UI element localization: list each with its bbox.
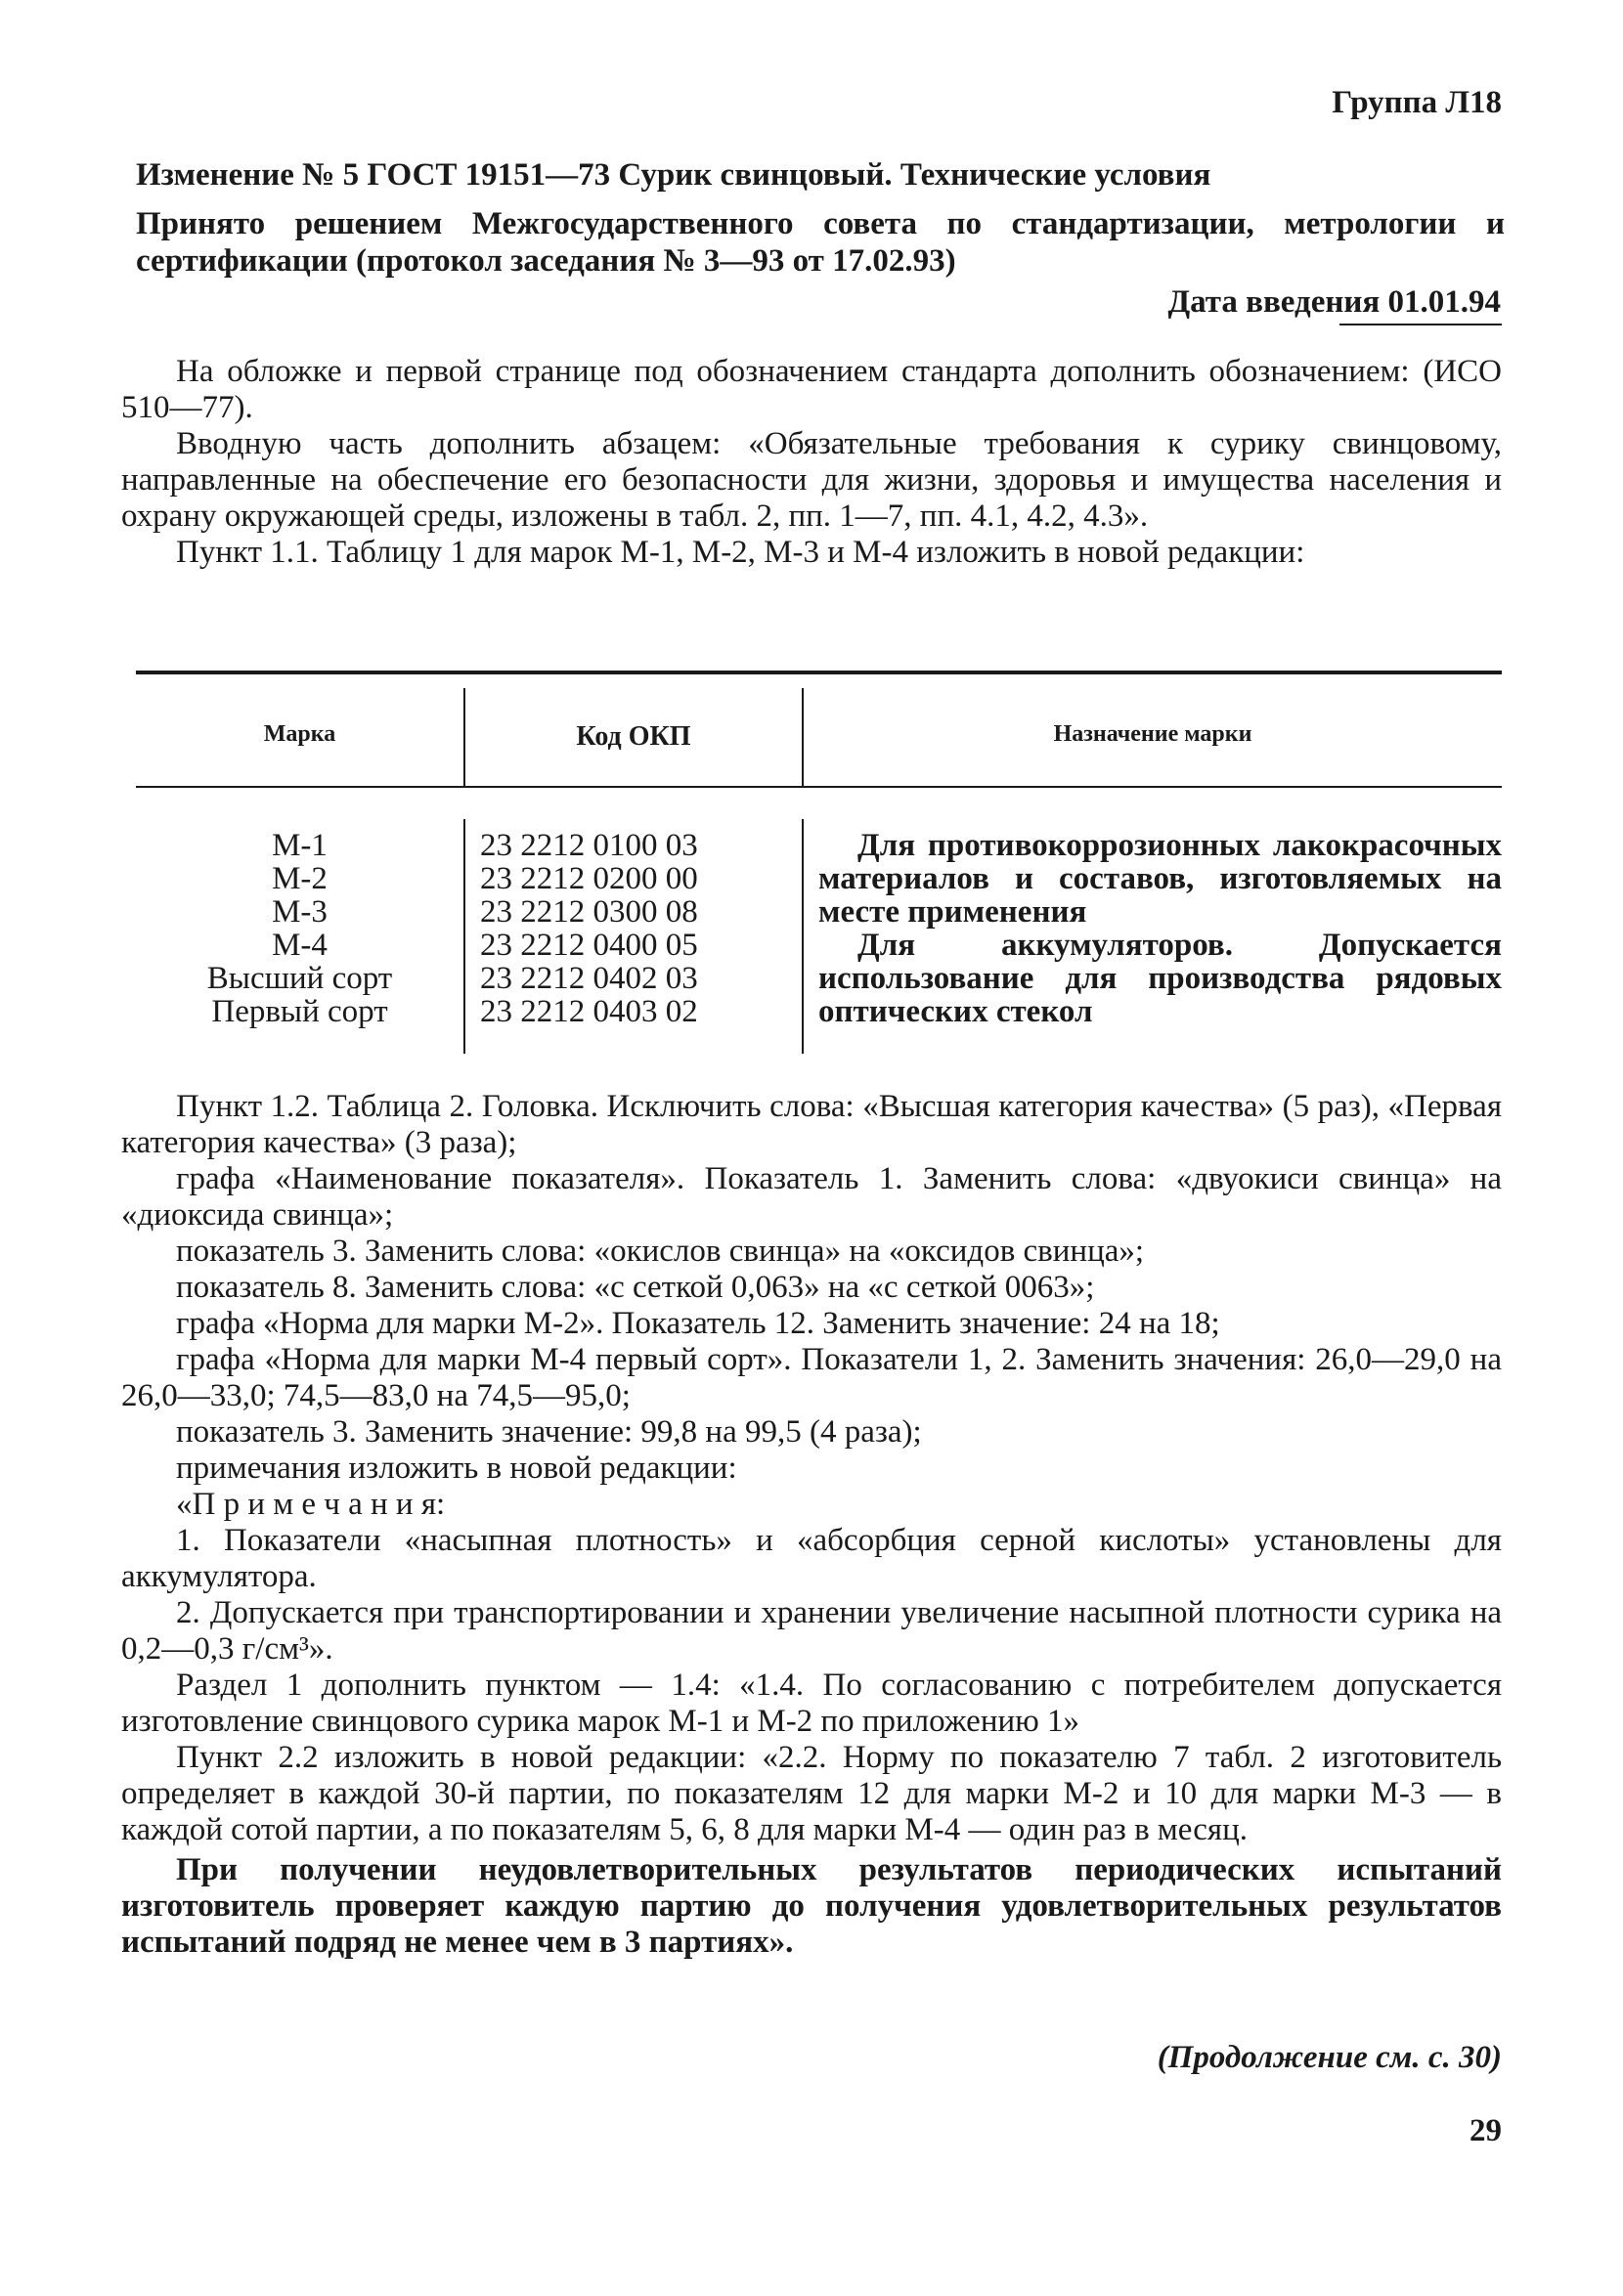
okp-code-cell: 23 2212 0300 08 (480, 894, 698, 930)
intro-paragraph: Пункт 1.1. Таблицу 1 для марок М-1, М-2, М-3 и М-4 изложить в новой редакции: (176, 535, 1305, 570)
okp-code-cell: 23 2212 0400 05 (480, 928, 698, 963)
body-paragraph: примечания изложить в новой редакции: (176, 1451, 737, 1486)
body-section (121, 1089, 1502, 1961)
body-paragraph: Раздел 1 дополнить пунктом — 1.4: «1.4. По согласованию с потребителем допускается изготовление свинцового сурика марок М-1 и М-2 по приложению 1» (121, 1668, 1502, 1739)
group-code: Группа Л18 (1332, 85, 1502, 120)
body-paragraph: Пункт 1.2. Таблица 2. Головка. Исключить слова: «Высшая категория качества» (5 раз), «Первая категория качества» (3 раза); (121, 1089, 1502, 1160)
okp-code-cell: 23 2212 0402 03 (480, 961, 698, 996)
continuation-note: (Продолжение см. с. 30) (1157, 2040, 1502, 2075)
amendment-title: Изменение № 5 ГОСТ 19151—73 Сурик свинцовый. Технические условия (136, 157, 1211, 193)
column-header-grade: Марка (263, 721, 336, 747)
body-paragraph: показатель 3. Заменить значение: 99,8 на 99,5 (4 раза); (176, 1414, 922, 1450)
notes-heading: «П р и м е ч а н и я: (176, 1487, 446, 1522)
body-paragraph: Пункт 2.2 изложить в новой редакции: «2.2. Норму по показателю 7 табл. 2 изготовитель определяет в каждой 30-й партии, по показателям 12 для марки М-2 и 10 для марки М-3 — в каждой сотой партии, а по показателям 5, 6, 8 для марки М-4 — один раз в месяц. (121, 1740, 1502, 1847)
purpose-cell: Для противокоррозионных лакокрасочных материалов и составов, изготовляемых на месте применения (818, 828, 1502, 930)
effective-date-underline (1339, 324, 1502, 325)
grade-column (136, 829, 463, 1028)
grade-cell: Первый сорт (211, 994, 388, 1029)
okp-code-cell: 23 2212 0403 02 (480, 994, 698, 1029)
grade-cell: М-2 (272, 861, 328, 896)
intro-paragraph: На обложке и первой странице под обозначением стандарта дополнить обозначением: (ИСО 510—77). (121, 354, 1502, 425)
body-paragraph: показатель 3. Заменить слова: «окислов свинца» на «оксидов свинца»; (176, 1234, 1145, 1269)
column-header-purpose: Назначение марки (1053, 721, 1252, 747)
column-divider (463, 819, 465, 1054)
body-paragraph: графа «Норма для марки М-2». Показатель 12. Заменить значение: 24 на 18; (176, 1306, 1220, 1341)
okp-code-column (480, 829, 793, 1028)
grades-table (136, 671, 1502, 1061)
body-paragraph: графа «Наименование показателя». Показатель 1. Заменить слова: «двуокиси свинца» на «диоксида свинца»; (121, 1161, 1502, 1233)
note-item: 1. Показатели «насыпная плотность» и «абсорбция серной кислоты» установлены для аккумулятора. (121, 1523, 1502, 1594)
purpose-cell: Для аккумуляторов. Допускается использование для производства рядовых оптических стекол (818, 928, 1502, 1029)
table-header-rule (136, 786, 1502, 788)
okp-code-cell: 23 2212 0200 00 (480, 861, 698, 896)
grade-cell: М-3 (272, 894, 328, 930)
column-divider (802, 819, 804, 1054)
adoption-note: Принято решением Межгосударственного совета по стандартизации, метрологии и сертификации (протокол заседания № 3—93 от 17.02.93) (136, 206, 1505, 279)
intro-paragraph: Вводную часть дополнить абзацем: «Обязательные требования к сурику свинцовому, направленные на обеспечение его безопасности для жизни, здоровья и имущества населения и охрану окружающей среды, изложены в табл. 2, пп. 1—7, пп. 4.1, 4.2, 4.3». (121, 426, 1502, 534)
table-top-rule (136, 671, 1502, 674)
note-item: 2. Допускается при транспортировании и хранении увеличение насыпной плотности сурика на 0,2—0,3 г/см³». (121, 1595, 1502, 1667)
grade-cell: М-1 (272, 828, 328, 863)
grade-cell: Высший сорт (206, 961, 393, 996)
body-paragraph: графа «Норма для марки М-4 первый сорт». Показатели 1, 2. Заменить значения: 26,0—29,0 на 26,0—33,0; 74,5—83,0 на 74,5—95,0; (121, 1342, 1502, 1413)
body-paragraph-bold: При получении неудовлетворительных результатов периодических испытаний изготовитель проверяет каждую партию до получения удовлетворительных результатов испытаний подряд не менее чем в 3 партиях». (121, 1852, 1502, 1960)
body-paragraph: показатель 8. Заменить слова: «с сеткой 0,063» на «с сеткой 0063»; (176, 1270, 1095, 1305)
grade-cell: М-4 (272, 928, 328, 963)
page-number: 29 (1469, 2113, 1502, 2148)
intro-section (121, 354, 1502, 571)
effective-date: Дата введения 01.01.94 (1167, 284, 1501, 320)
purpose-column (818, 829, 1502, 1028)
okp-code-cell: 23 2212 0100 03 (480, 828, 698, 863)
column-header-okp-code: Код ОКП (576, 721, 691, 752)
